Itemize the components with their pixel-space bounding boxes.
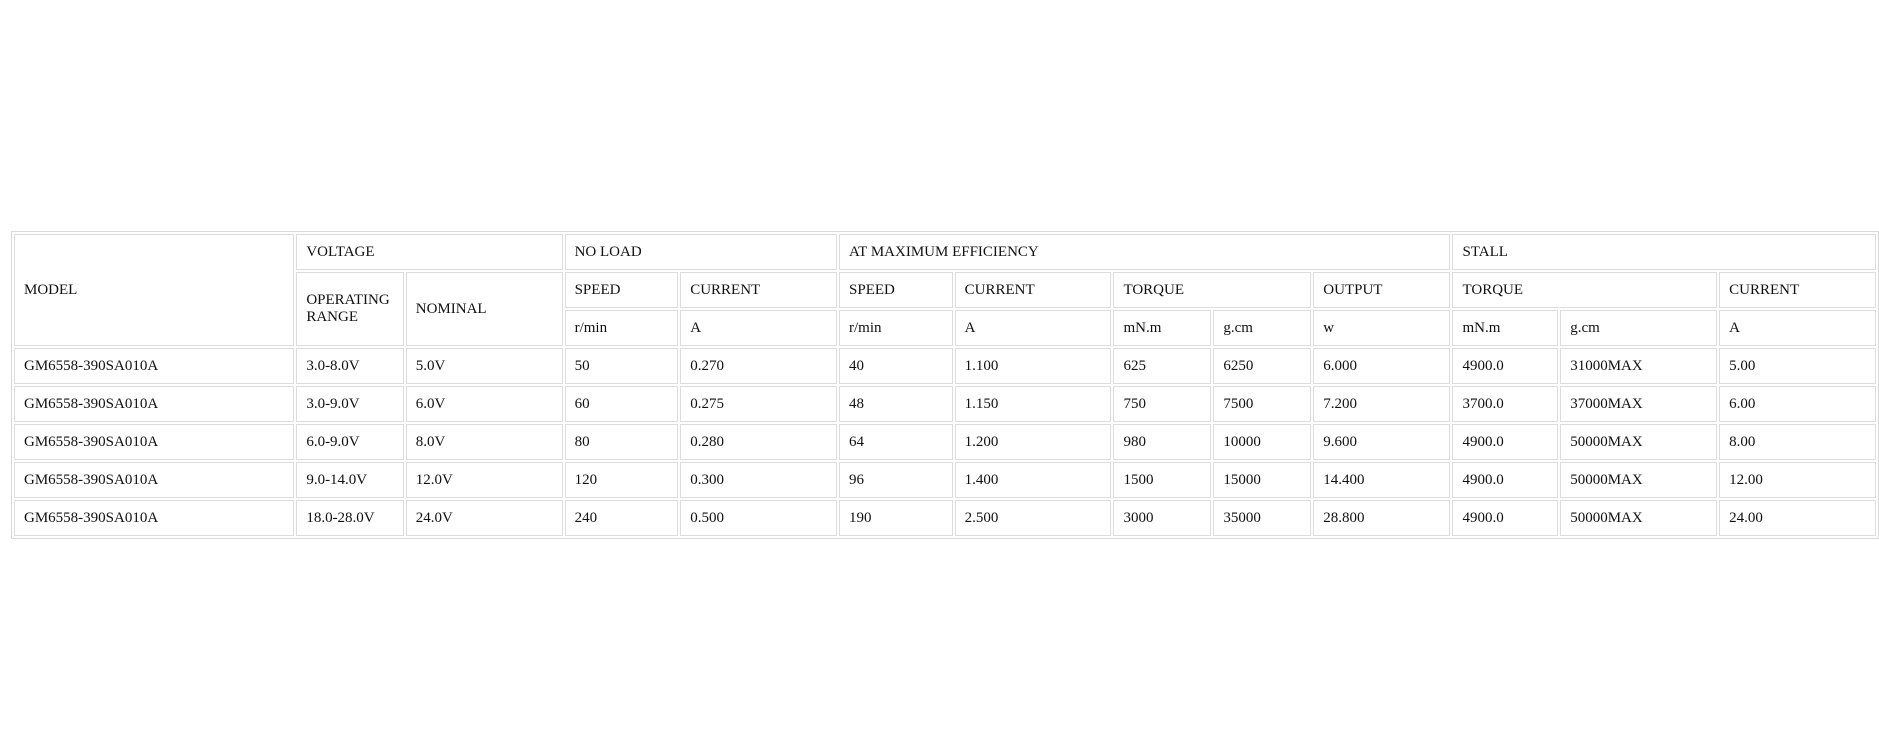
cell-stall-current: 12.00 — [1719, 462, 1876, 498]
header-eff-speed: SPEED — [839, 272, 953, 308]
cell-operating-range: 18.0-28.0V — [296, 500, 403, 536]
header-stall: STALL — [1452, 234, 1876, 270]
cell-stall-torque-g: 31000MAX — [1560, 348, 1717, 384]
header-no-load-speed: SPEED — [565, 272, 679, 308]
cell-stall-current: 24.00 — [1719, 500, 1876, 536]
cell-no-load-current: 0.280 — [680, 424, 837, 460]
header-no-load: NO LOAD — [565, 234, 837, 270]
unit-stall-current: A — [1719, 310, 1876, 346]
header-voltage: VOLTAGE — [296, 234, 562, 270]
unit-eff-output: w — [1313, 310, 1450, 346]
unit-eff-current: A — [955, 310, 1112, 346]
cell-eff-torque-mn: 750 — [1113, 386, 1211, 422]
cell-no-load-speed: 80 — [565, 424, 679, 460]
cell-operating-range: 3.0-8.0V — [296, 348, 403, 384]
cell-eff-output: 28.800 — [1313, 500, 1450, 536]
cell-eff-torque-g: 6250 — [1213, 348, 1311, 384]
header-operating-range: OPERATING RANGE — [296, 272, 403, 346]
header-max-efficiency: AT MAXIMUM EFFICIENCY — [839, 234, 1450, 270]
unit-stall-torque-mn: mN.m — [1452, 310, 1558, 346]
cell-operating-range: 6.0-9.0V — [296, 424, 403, 460]
cell-model: GM6558-390SA010A — [14, 424, 294, 460]
cell-nominal: 24.0V — [406, 500, 563, 536]
unit-eff-speed: r/min — [839, 310, 953, 346]
cell-no-load-speed: 60 — [565, 386, 679, 422]
cell-no-load-speed: 120 — [565, 462, 679, 498]
header-stall-current: CURRENT — [1719, 272, 1876, 308]
cell-eff-torque-g: 10000 — [1213, 424, 1311, 460]
header-eff-torque: TORQUE — [1113, 272, 1311, 308]
header-nominal: NOMINAL — [406, 272, 563, 346]
cell-eff-current: 1.200 — [955, 424, 1112, 460]
cell-no-load-speed: 50 — [565, 348, 679, 384]
header-row-groups — [14, 234, 1876, 270]
cell-stall-current: 8.00 — [1719, 424, 1876, 460]
cell-eff-output: 9.600 — [1313, 424, 1450, 460]
table-row — [14, 462, 1876, 498]
cell-no-load-current: 0.270 — [680, 348, 837, 384]
spec-table-container — [11, 231, 1879, 539]
cell-model: GM6558-390SA010A — [14, 462, 294, 498]
cell-eff-output: 14.400 — [1313, 462, 1450, 498]
cell-no-load-current: 0.300 — [680, 462, 837, 498]
cell-no-load-speed: 240 — [565, 500, 679, 536]
cell-eff-torque-mn: 3000 — [1113, 500, 1211, 536]
cell-eff-torque-mn: 980 — [1113, 424, 1211, 460]
cell-model: GM6558-390SA010A — [14, 500, 294, 536]
unit-no-load-current: A — [680, 310, 837, 346]
unit-no-load-speed: r/min — [565, 310, 679, 346]
unit-stall-torque-g: g.cm — [1560, 310, 1717, 346]
cell-eff-torque-mn: 625 — [1113, 348, 1211, 384]
cell-eff-torque-g: 7500 — [1213, 386, 1311, 422]
cell-stall-current: 5.00 — [1719, 348, 1876, 384]
header-stall-torque: TORQUE — [1452, 272, 1717, 308]
unit-eff-torque-mn: mN.m — [1113, 310, 1211, 346]
cell-eff-current: 2.500 — [955, 500, 1112, 536]
cell-stall-torque-g: 50000MAX — [1560, 462, 1717, 498]
cell-stall-torque-g: 50000MAX — [1560, 424, 1717, 460]
cell-nominal: 6.0V — [406, 386, 563, 422]
cell-model: GM6558-390SA010A — [14, 348, 294, 384]
motor-spec-table — [11, 231, 1879, 539]
cell-no-load-current: 0.500 — [680, 500, 837, 536]
cell-stall-torque-mn: 4900.0 — [1452, 462, 1558, 498]
cell-no-load-current: 0.275 — [680, 386, 837, 422]
cell-nominal: 12.0V — [406, 462, 563, 498]
cell-operating-range: 9.0-14.0V — [296, 462, 403, 498]
cell-nominal: 5.0V — [406, 348, 563, 384]
cell-stall-torque-mn: 4900.0 — [1452, 348, 1558, 384]
cell-eff-torque-g: 35000 — [1213, 500, 1311, 536]
cell-stall-torque-mn: 4900.0 — [1452, 424, 1558, 460]
cell-eff-current: 1.100 — [955, 348, 1112, 384]
table-row — [14, 348, 1876, 384]
cell-eff-speed: 96 — [839, 462, 953, 498]
cell-eff-torque-mn: 1500 — [1113, 462, 1211, 498]
cell-stall-current: 6.00 — [1719, 386, 1876, 422]
cell-eff-speed: 190 — [839, 500, 953, 536]
cell-eff-speed: 40 — [839, 348, 953, 384]
header-eff-current: CURRENT — [955, 272, 1112, 308]
cell-eff-current: 1.150 — [955, 386, 1112, 422]
header-eff-output: OUTPUT — [1313, 272, 1450, 308]
header-no-load-current: CURRENT — [680, 272, 837, 308]
table-row — [14, 386, 1876, 422]
cell-eff-speed: 64 — [839, 424, 953, 460]
cell-stall-torque-g: 37000MAX — [1560, 386, 1717, 422]
cell-eff-current: 1.400 — [955, 462, 1112, 498]
cell-stall-torque-mn: 3700.0 — [1452, 386, 1558, 422]
unit-eff-torque-g: g.cm — [1213, 310, 1311, 346]
cell-stall-torque-g: 50000MAX — [1560, 500, 1717, 536]
table-row — [14, 424, 1876, 460]
cell-stall-torque-mn: 4900.0 — [1452, 500, 1558, 536]
cell-eff-output: 6.000 — [1313, 348, 1450, 384]
header-model: MODEL — [14, 234, 294, 346]
table-row — [14, 500, 1876, 536]
cell-nominal: 8.0V — [406, 424, 563, 460]
cell-operating-range: 3.0-9.0V — [296, 386, 403, 422]
cell-eff-speed: 48 — [839, 386, 953, 422]
cell-model: GM6558-390SA010A — [14, 386, 294, 422]
cell-eff-output: 7.200 — [1313, 386, 1450, 422]
cell-eff-torque-g: 15000 — [1213, 462, 1311, 498]
